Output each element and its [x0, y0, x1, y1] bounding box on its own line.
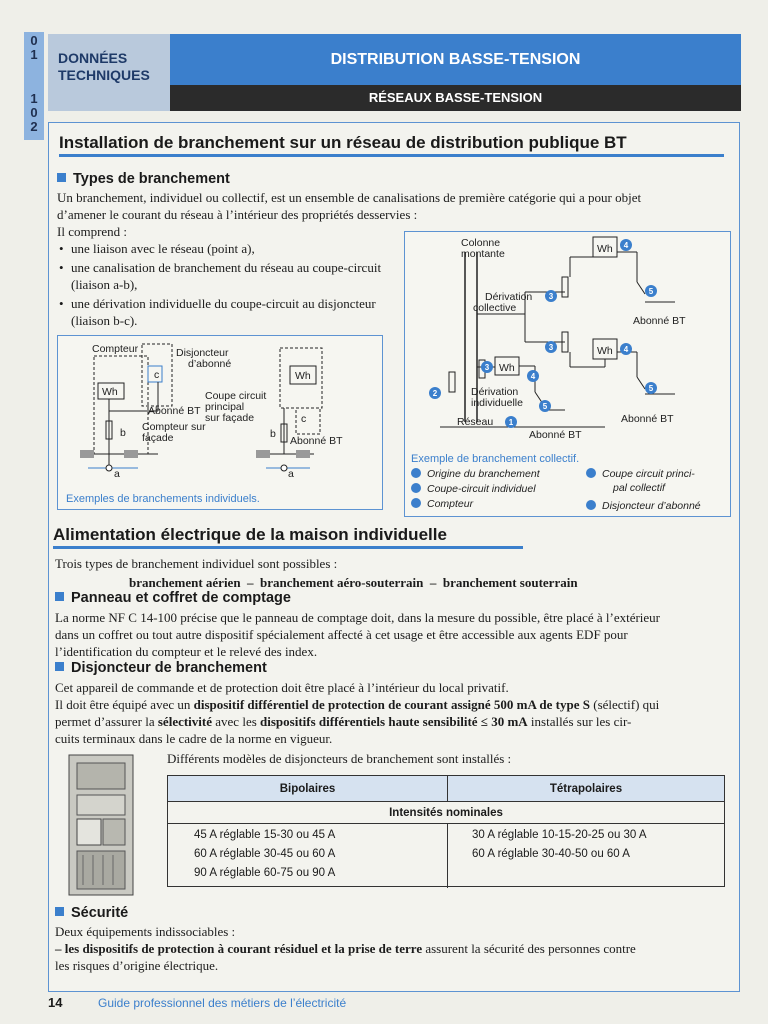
- panneau-line1: La norme NF C 14-100 précise que le panneau de comptage doit, dans la mesure du possible, être placé à l’extérieur: [55, 610, 661, 625]
- label-abonne-bt-1: Abonné BT: [633, 315, 686, 327]
- section2-title-underline: [53, 546, 523, 549]
- svg-text:1: 1: [508, 418, 514, 427]
- label-abonne-bt-2: Abonné BT: [621, 413, 674, 425]
- label-compteur: Compteur: [92, 343, 139, 355]
- label-disjoncteur: Disjoncteur: [176, 347, 229, 359]
- page-number: 14: [48, 995, 63, 1010]
- table-divider: [447, 776, 448, 802]
- securite-line3: les risques d’origine électrique.: [55, 958, 219, 973]
- svg-text:3: 3: [548, 343, 554, 352]
- types-heading-text: Types de branchement: [73, 171, 230, 187]
- label-abonne-bt-3: Abonné BT: [529, 429, 582, 441]
- chapter-tab: [24, 32, 44, 140]
- types-list: [57, 240, 387, 331]
- svg-text:5: 5: [648, 384, 654, 393]
- meter-enclosure: [94, 356, 148, 454]
- diagram-collective-caption: Exemple de branchement collectif.: [411, 453, 580, 465]
- list-item: • une dérivation individuelle du coupe-circuit au disjoncteur (liaison b-c).: [57, 295, 387, 329]
- legend-4: Compteur: [427, 498, 474, 510]
- securite-line1: Deux équipements indissociables :: [55, 924, 236, 939]
- disjoncteur-line2-b: dispositif différentiel de protection de courant assigné 500 mA de type S: [193, 697, 590, 712]
- label-reseau: Réseau: [457, 416, 494, 428]
- section2-intro: Trois types de branchement individuel sont possibles :: [55, 556, 338, 571]
- legend-3: Coupe-circuit individuel: [427, 483, 536, 495]
- label-principal: principal: [205, 401, 245, 413]
- disjoncteur-line4: cuits terminaux dans le cadre de la norme en vigueur.: [55, 731, 333, 746]
- chapter-number-bottom: 1 0 2: [30, 91, 38, 134]
- section2-title: [53, 525, 523, 545]
- label-a-left: a: [114, 468, 120, 480]
- disjoncteur-heading: [55, 660, 267, 676]
- securite-text: [55, 923, 739, 974]
- legend-2b: pal collectif: [613, 482, 665, 494]
- section1-title-text: Installation de branchement sur un réseau de distribution publique BT: [59, 133, 627, 152]
- section1-title: [59, 133, 724, 153]
- footer-title: Guide professionnel des métiers de l’électricité: [98, 996, 347, 1010]
- list-item: • une liaison avec le réseau (point a),: [57, 240, 387, 257]
- disjoncteur-heading-text: Disjoncteur de branchement: [71, 660, 267, 676]
- table-cell: 60 A réglable 30-45 ou 60 A: [194, 848, 336, 860]
- panneau-heading-text: Panneau et coffret de comptage: [71, 590, 291, 606]
- header-category-line2: TECHNIQUES: [58, 67, 150, 83]
- disjoncteur-text: [55, 679, 739, 747]
- securite-heading-text: Sécurité: [71, 905, 129, 921]
- table-col-tetrapolaires: [472, 826, 647, 864]
- diagram-collective-svg: [405, 232, 730, 516]
- svg-text:5: 5: [542, 402, 548, 411]
- label-montante: montante: [461, 248, 505, 260]
- label-c-right: c: [301, 413, 307, 425]
- disjoncteur-line3-b: sélectivité: [157, 714, 213, 729]
- table-header-tetrapolaires: Tétrapolaires: [549, 783, 623, 795]
- table-header-bipolaires: Bipolaires: [279, 783, 336, 795]
- types-comprend: Il comprend :: [57, 224, 128, 239]
- table-header: [168, 776, 724, 802]
- section2-title-text: Alimentation électrique de la maison individuelle: [53, 525, 447, 544]
- panneau-line2: dans un coffret ou tout autre dispositif spécialement affecté à cet usage et être accessible aux agents EDF pour: [55, 627, 628, 642]
- disjoncteur-line1: Cet appareil de commande et de protection doit être placé à l’intérieur du local privatif.: [55, 680, 509, 695]
- bullet-square-icon: [55, 907, 64, 916]
- table-col-bipolaires: [194, 826, 335, 883]
- label-derivation-ind: Dérivation: [471, 386, 519, 398]
- label-wh-top: Wh: [597, 243, 613, 255]
- bullet-square-icon: [57, 173, 66, 182]
- breaker-illustration: [67, 753, 137, 898]
- legend-5: Disjoncteur d’abonné: [602, 500, 701, 512]
- disjoncteur-line3-c: avec les: [212, 714, 261, 729]
- callout-markers: [429, 239, 657, 428]
- content-frame: [48, 122, 740, 992]
- svg-text:4: 4: [623, 241, 629, 250]
- types-intro-line2: d’amener le courant du réseau à l’intérieur des propriétés desservies :: [57, 207, 418, 222]
- svg-text:2: 2: [432, 389, 438, 398]
- types-heading: [57, 171, 230, 187]
- label-abonne-bt-left: Abonné BT: [148, 405, 201, 417]
- svg-text:4: 4: [623, 345, 629, 354]
- label-wh-left: Wh: [102, 386, 118, 398]
- header-category: [48, 34, 170, 111]
- disjoncteur-line2: [55, 696, 739, 713]
- panneau-heading: [55, 590, 291, 606]
- label-b-left: b: [120, 427, 126, 439]
- label-d-abonne: d’abonné: [188, 358, 232, 370]
- securite-line2-a: – les dispositifs de protection à courant résiduel et la prise de terre: [55, 941, 423, 956]
- list-item: • une canalisation de branchement du réseau au coupe-circuit (liaison a-b),: [57, 259, 387, 293]
- disjoncteur-line5: Différents modèles de disjoncteurs de branchement sont installés :: [167, 751, 512, 766]
- label-wh-mid: Wh: [597, 345, 613, 357]
- label-a-right: a: [288, 468, 294, 480]
- header-subtitle: RÉSEAUX BASSE-TENSION: [368, 90, 543, 105]
- legend-2: Coupe circuit princi-: [602, 468, 695, 480]
- disjoncteur-line2-c: (sélectif) qui: [589, 697, 660, 712]
- securite-heading: [55, 905, 128, 921]
- table-cell: 90 A réglable 60-75 ou 90 A: [194, 867, 336, 879]
- disjoncteur-line3-e: installés sur les cir-: [527, 714, 632, 729]
- diagram-individual: [57, 335, 383, 510]
- header-category-line1: DONNÉES: [58, 50, 128, 66]
- label-abonne-bt-right: Abonné BT: [290, 435, 343, 447]
- bullet-square-icon: [55, 592, 64, 601]
- legend-1: Origine du branchement: [427, 468, 540, 480]
- panneau-line3: l’identification du compteur et le relevé des index.: [55, 644, 318, 659]
- svg-text:3: 3: [548, 292, 554, 301]
- diagram-individual-caption: Exemples de branchements individuels.: [66, 493, 260, 505]
- diagram-collective: [404, 231, 731, 517]
- svg-text:3: 3: [484, 363, 490, 372]
- table-subheader: [168, 802, 724, 824]
- label-derivation: Dérivation: [485, 291, 533, 303]
- header-subtitle-bar: [170, 85, 741, 111]
- label-c-left: c: [154, 369, 160, 381]
- bullet-square-icon: [55, 662, 64, 671]
- label-b-right: b: [270, 428, 276, 440]
- label-compteur-sur: Compteur sur: [142, 421, 206, 433]
- label-sur-facade: sur façade: [205, 412, 255, 424]
- disjoncteur-line3-d: dispositifs différentiels haute sensibilité ≤ 30 mA: [260, 714, 528, 729]
- securite-line2-b: assurent la sécurité des personnes contre: [422, 941, 636, 956]
- label-individuelle: individuelle: [471, 397, 523, 409]
- disjoncteur-line3-a: permet d’assurer la: [55, 714, 158, 729]
- label-collective: collective: [473, 302, 517, 314]
- disjoncteur-line3: [55, 713, 739, 730]
- label-coupe-circuit: Coupe circuit: [205, 390, 267, 402]
- header-title: DISTRIBUTION BASSE-TENSION: [330, 51, 581, 68]
- label-facade: façade: [142, 432, 174, 444]
- label-wh-right: Wh: [295, 370, 311, 382]
- table-subheader-text: Intensités nominales: [389, 807, 503, 819]
- svg-text:5: 5: [648, 287, 654, 296]
- table-cell: 45 A réglable 15-30 ou 45 A: [194, 829, 336, 841]
- panneau-text: [55, 609, 739, 660]
- label-wh-low: Wh: [499, 362, 515, 374]
- breaker-table: [167, 775, 725, 887]
- table-cell: 30 A réglable 10-15-20-25 ou 30 A: [472, 829, 647, 841]
- chapter-number-top: 0 1: [30, 33, 38, 62]
- diagram-individual-svg: [58, 336, 382, 509]
- label-colonne: Colonne: [461, 237, 501, 249]
- table-divider-body: [447, 824, 448, 888]
- header-title-bar: [170, 34, 741, 85]
- disjoncteur-line2-a: Il doit être équipé avec un: [55, 697, 194, 712]
- section1-title-underline: [59, 154, 724, 157]
- svg-text:4: 4: [530, 372, 536, 381]
- securite-line2: [55, 940, 739, 957]
- branchement-types: branchement aérien – branchement aéro-souterrain – branchement souterrain: [129, 575, 578, 590]
- types-intro-line1: Un branchement, individuel ou collectif, est un ensemble de canalisations de première catégorie qui a pour objet: [57, 190, 642, 205]
- table-cell: 60 A réglable 30-40-50 ou 60 A: [472, 848, 630, 860]
